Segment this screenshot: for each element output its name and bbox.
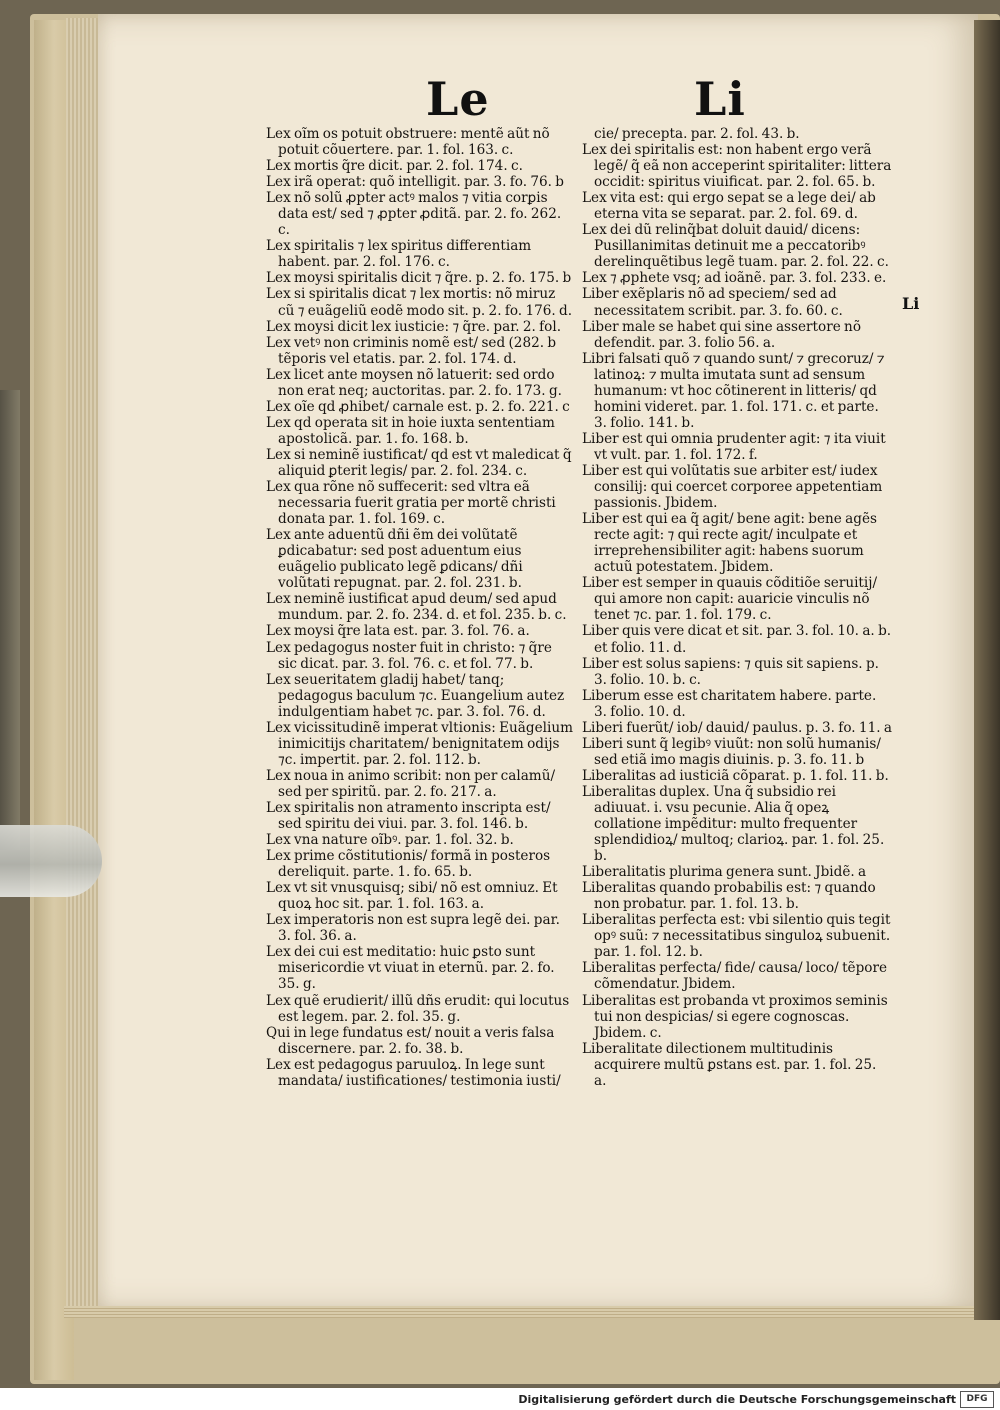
index-entry: Lex licet ante moysen nõ latuerit: sed ordo non erat neq; auctoritas. par. 2. fo. 173. g. <box>266 366 562 399</box>
index-entry: Liberalitas perfecta/ fide/ causa/ loco/ tẽpore cõmendatur. Jbidem. <box>582 960 888 993</box>
index-entry: Lex qua rõne nõ suffecerit: sed vltra eã necessaria fuerit gratia per mortẽ christi donata par. 1. fol. 169. c. <box>266 479 556 528</box>
index-entry: Lex vetꝰ non criminis nomẽ est/ sed (282. b tẽporis vel etatis. par. 2. fol. 174. d. <box>266 334 557 367</box>
index-entry: Lex vt sit vnusquisq; sibi/ nõ est omniuz. Et quoꝝ hoc sit. par. 1. fol. 163. a. <box>266 880 558 913</box>
page-clip <box>0 825 102 897</box>
index-entry: Liber est semper in quauis cõditiõe seruitij/ qui amore non capit: auaricie vinculis nõ tenet ⁊c. par. 1. fol. 179. c. <box>582 575 878 624</box>
index-entry: Lex prime cõstitutionis/ formã in posteros dereliquit. parte. 1. fo. 65. b. <box>266 848 551 881</box>
index-entry: Lex neminẽ iustificat apud deum/ sed apud mundum. par. 2. fo. 234. d. et fol. 235. b. c. <box>266 591 567 624</box>
index-entry: Lex nõ solũ ꝓpter actꝰ malos ⁊ vitia corꝑis data est/ sed ⁊ ꝓpter ꝓditã. par. 2. fo. 262. c. <box>266 190 562 239</box>
left-column <box>266 126 574 1089</box>
index-entry: Lex vna nature oĩbꝰ. par. 1. fol. 32. b. <box>266 832 514 849</box>
page-shadow <box>0 390 20 850</box>
index-entry: Liber est solus sapiens: ⁊ quis sit sapiens. p. 3. folio. 10. b. c. <box>582 655 879 688</box>
index-entry: Lex ⁊ ꝓphete vsq; ad ioãnẽ. par. 3. fol. 233. e. <box>582 270 887 287</box>
index-entry: Liberalitas est probanda vt proximos seminis tui non despicias/ si egere cognoscas. Jbidem. c. <box>582 992 888 1041</box>
index-entry: Lex imperatoris non est supra legẽ dei. par. 3. fol. 36. a. <box>266 912 560 945</box>
index-entry: Lex oĩm os potuit obstruere: mentẽ aũt nõ potuit cõuertere. par. 1. fol. 163. c. <box>266 126 550 159</box>
index-entry: Liberalitas perfecta est: vbi silentio quis tegit opꝰ suũ: ⁊ necessitatibus singuloꝝ subuenit. par. 1. fol. 12. b. <box>582 912 891 961</box>
index-entry: Liberi fuerũt/ iob/ dauid/ paulus. p. 3. fo. 11. a <box>582 719 892 736</box>
index-entry: Liber quis vere dicat et sit. par. 3. fol. 10. a. b. et folio. 11. d. <box>582 623 892 656</box>
index-entry: Lex dei cui est meditatio: huic ꝑsto sunt misericordie vt viuat in eternũ. par. 2. fo. 35. g. <box>266 944 555 993</box>
index-entry: Lex irã operat: quõ intelligit. par. 3. fo. 76. b <box>266 174 565 191</box>
margin-note: Li <box>902 294 920 313</box>
index-entry: Qui in lege fundatus est/ nouit a veris falsa discernere. par. 2. fo. 38. b. <box>266 1024 555 1057</box>
index-entry: Lex dei dũ relinq̃bat doluit dauid/ dicens: Pusillanimitas detinuit me a peccatoribꝰ derelinquẽtibus legẽ tuam. par. 2. fol. 22. c. <box>582 222 889 271</box>
running-head-left: Le <box>426 72 490 126</box>
index-entry: Liberi sunt q̃ legibꝰ viuũt: non solũ humanis/ sed etiã imo magis diuinis. p. 3. fo. 11. b <box>582 735 881 768</box>
index-entry: Lex vita est: qui ergo sepat se a lege dei/ ab eterna vita se separat. par. 2. fol. 69. d. <box>582 190 876 223</box>
index-entry: Liberum esse est charitatem habere. parte. 3. folio. 10. d. <box>582 687 877 720</box>
index-entry: Liber est qui omnia prudenter agit: ⁊ ita viuit vt vult. par. 1. fol. 172. f. <box>582 430 886 463</box>
index-entry: Liberalitatis plurima genera sunt. Jbidẽ. a <box>582 864 867 881</box>
index-entry: Liber exẽplaris nõ ad speciem/ sed ad necessitatem scribit. par. 3. fo. 60. c. <box>582 286 843 319</box>
index-entry: Lex quẽ erudierit/ illũ dñs erudit: qui locutus est legem. par. 2. fol. 35. g. <box>266 992 570 1025</box>
index-entry: Lex mortis q̃re dicit. par. 2. fol. 174. c. <box>266 158 523 175</box>
index-entry: Lex dei spiritalis est: non habent ergo verã legẽ/ q̃ eã non acceperint spiritaliter: littera occidit: spiritus viuificat. par. 2. fol. 65. b. <box>582 142 892 191</box>
index-entry: Lex pedagogus noster fuit in christo: ⁊ q̃re sic dicat. par. 3. fol. 76. c. et fol. 77. b. <box>266 639 552 672</box>
page-bottom-edge <box>64 1306 984 1318</box>
index-entry: Lex est pedagogus paruuloꝝ. In lege sunt mandata/ iustificationes/ testimonia iusti/ <box>266 1056 561 1089</box>
index-entry: Lex noua in animo scribit: non per calamũ/ sed per spiritũ. par. 2. fo. 217. a. <box>266 767 556 800</box>
index-entry: Lex qd operata sit in hoie iuxta sententiam apostolicã. par. 1. fo. 168. b. <box>266 414 555 447</box>
index-entry: Lex si neminẽ iustificat/ qd est vt maledicat q̃ aliquid ꝑterit legis/ par. 2. fol. 234. c. <box>266 446 572 479</box>
running-head-right: Li <box>694 72 746 126</box>
index-entry: Lex seueritatem gladij habet/ tanq; pedagogus baculum ⁊c. Euangelium autez indulgentiam habet ⁊c. par. 3. fol. 76. d. <box>266 671 565 720</box>
index-entry: Liberalitate dilectionem multitudinis acquirere multũ ꝑstans est. par. 1. fol. 25. a. <box>582 1040 877 1089</box>
page-stack <box>66 18 102 1318</box>
index-entry: Lex oĩe qd ꝓhibet/ carnale est. p. 2. fo. 221. c <box>266 398 570 415</box>
index-entry: cie/ precepta. par. 2. fol. 43. b. <box>594 126 800 142</box>
right-column <box>582 126 892 1089</box>
index-entry: Lex spiritalis ⁊ lex spiritus differentiam habent. par. 2. fol. 176. c. <box>266 238 532 271</box>
index-entry: Liber est qui ea q̃ agit/ bene agit: bene agẽs recte agit: ⁊ qui recte agit/ inculpate et irreprehensibiliter agit: habens suorum actuũ potestatem. Jbidem. <box>582 511 877 576</box>
index-entry: Liber male se habet qui sine assertore nõ defendit. par. 3. folio 56. a. <box>582 318 861 351</box>
index-entry: Liber est qui volũtatis sue arbiter est/ iudex consilij: qui coercet corporee appetentiam passionis. Jbidem. <box>582 462 883 512</box>
index-entry: Liberalitas duplex. Una q̃ subsidio rei adiuuat. i. vsu pecunie. Alia q̃ opeꝝ collatione impẽditur: multo frequenter splendidioꝝ/ multoq; clarioꝝ. par. 1. fol. 25. b. <box>582 783 885 865</box>
dfg-logo: DFG <box>960 1391 994 1408</box>
index-entry: Libri falsati quõ ⁊ quando sunt/ ⁊ grecoruz/ ⁊ latinoꝝ: ⁊ multa imutata sunt ad sensum humanum: vt hoc cõtinerent in litteris/ qd homini videret. par. 1. fol. 171. c. et parte. 3. folio. 141. b. <box>582 350 885 431</box>
index-entry: Lex si spiritalis dicat ⁊ lex mortis: nõ miruz cũ ⁊ euãgeliũ eodẽ modo sit. p. 2. fo. 176. d. <box>266 286 573 319</box>
index-entry: Liberalitas ad iusticiã cõparat. p. 1. fol. 11. b. <box>582 767 889 784</box>
footer-credit: Digitalisierung gefördert durch die Deutsche Forschungsgemeinschaft <box>518 1393 956 1406</box>
index-entry: Lex spiritalis non atramento inscripta est/ sed spiritu dei viui. par. 3. fol. 146. b. <box>266 799 551 833</box>
index-entry: Lex moysi q̃re lata est. par. 3. fol. 76. a. <box>266 623 530 640</box>
index-entry: Liberalitas quando probabilis est: ⁊ quando non probatur. par. 1. fol. 13. b. <box>582 880 876 913</box>
index-entry: Lex ante aduentũ dñi ẽm dei volũtatẽ ꝑdicabatur: sed post aduentum eius euãgelio publicato legẽ ꝑdicans/ dñi volũtati repugnat. par. 2. fol. 231. b. <box>266 527 523 592</box>
book-spine <box>974 20 1000 1320</box>
index-entry: Lex moysi spiritalis dicit ⁊ q̃re. p. 2. fo. 175. b <box>266 270 572 287</box>
index-entry: Lex vicissitudinẽ imperat vltionis: Euãgelium inimicitijs charitatem/ benignitatem odijs ⁊c. impertit. par. 2. fol. 112. b. <box>266 719 573 768</box>
index-entry: Lex moysi dicit lex iusticie: ⁊ q̃re. par. 2. fol. <box>266 318 562 335</box>
